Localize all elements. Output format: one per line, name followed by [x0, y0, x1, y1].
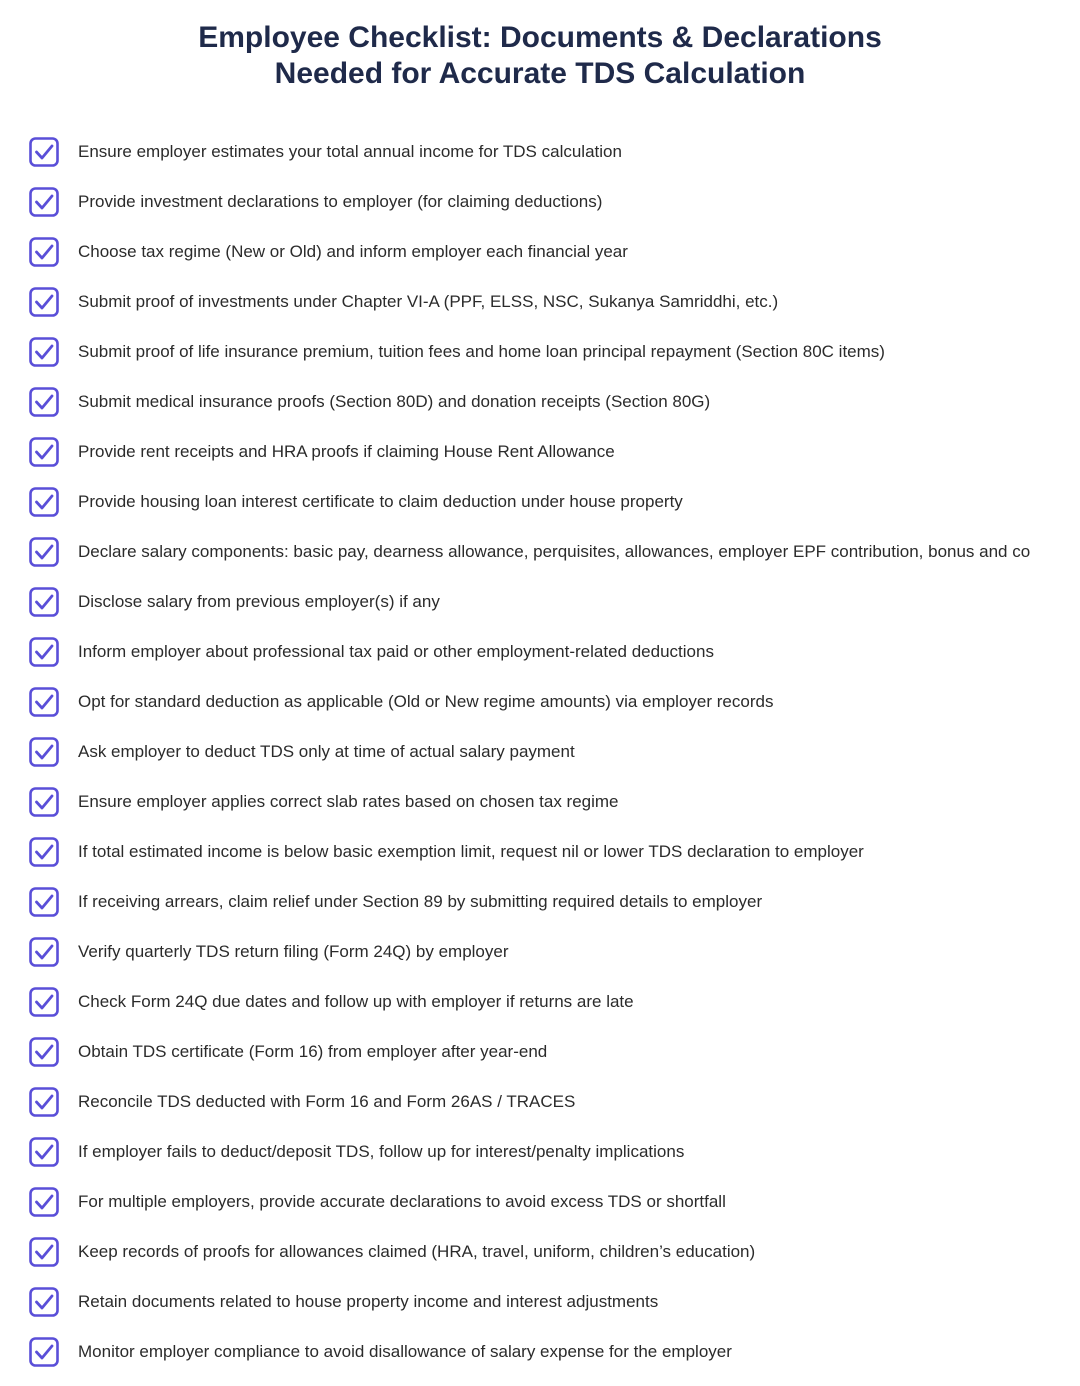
- checklist-item[interactable]: [0, 527, 1080, 577]
- checkbox-checked-icon[interactable]: [29, 337, 59, 367]
- checklist-item[interactable]: [0, 827, 1080, 877]
- checklist-item[interactable]: [0, 1077, 1080, 1127]
- checklist-item-label: Verify quarterly TDS return filing (Form 24Q) by employer: [78, 942, 509, 961]
- checkbox-checked-icon[interactable]: [29, 137, 59, 167]
- checklist-item-label: Provide investment declarations to employer (for claiming deductions): [78, 192, 603, 211]
- checkbox-checked-icon[interactable]: [29, 287, 59, 317]
- checklist-item-label: Submit proof of life insurance premium, tuition fees and home loan principal repayment (Section 80C items): [78, 342, 885, 361]
- checklist-item[interactable]: [0, 927, 1080, 977]
- checklist-item-label: If total estimated income is below basic exemption limit, request nil or lower TDS declaration to employer: [78, 842, 864, 861]
- checklist-item[interactable]: [0, 1277, 1080, 1327]
- checkbox-checked-icon[interactable]: [29, 387, 59, 417]
- checklist-item[interactable]: [0, 1327, 1080, 1377]
- checklist-item[interactable]: [0, 327, 1080, 377]
- checklist-item-label: Choose tax regime (New or Old) and inform employer each financial year: [78, 242, 628, 261]
- checkbox-checked-icon[interactable]: [29, 787, 59, 817]
- checkbox-checked-icon[interactable]: [29, 237, 59, 267]
- checklist-item[interactable]: [0, 427, 1080, 477]
- checklist-item[interactable]: [0, 1027, 1080, 1077]
- checklist-item[interactable]: [0, 977, 1080, 1027]
- checklist-item[interactable]: [0, 877, 1080, 927]
- checklist-item[interactable]: [0, 277, 1080, 327]
- checkbox-checked-icon[interactable]: [29, 537, 59, 567]
- checklist-item[interactable]: [0, 677, 1080, 727]
- checklist-item-label: Disclose salary from previous employer(s) if any: [78, 592, 440, 611]
- checkbox-checked-icon[interactable]: [29, 1087, 59, 1117]
- checklist-item[interactable]: [0, 477, 1080, 527]
- checkbox-checked-icon[interactable]: [29, 937, 59, 967]
- checkbox-checked-icon[interactable]: [29, 587, 59, 617]
- checklist-item-label: If employer fails to deduct/deposit TDS, follow up for interest/penalty implications: [78, 1142, 685, 1161]
- checkbox-checked-icon[interactable]: [29, 987, 59, 1017]
- checkbox-checked-icon[interactable]: [29, 187, 59, 217]
- checkbox-checked-icon[interactable]: [29, 437, 59, 467]
- checklist-item-label: Keep records of proofs for allowances claimed (HRA, travel, uniform, children’s education): [78, 1242, 756, 1261]
- checklist-item[interactable]: [0, 777, 1080, 827]
- checklist-item-label: Ensure employer applies correct slab rates based on chosen tax regime: [78, 792, 619, 811]
- checklist-item-label: Inform employer about professional tax paid or other employment-related deductions: [78, 642, 714, 661]
- checkbox-checked-icon[interactable]: [29, 1287, 59, 1317]
- checklist-item[interactable]: [0, 1227, 1080, 1277]
- checklist-item[interactable]: [0, 227, 1080, 277]
- checkbox-checked-icon[interactable]: [29, 687, 59, 717]
- checkbox-checked-icon[interactable]: [29, 1187, 59, 1217]
- checklist-item-label: For multiple employers, provide accurate declarations to avoid excess TDS or shortfall: [78, 1192, 726, 1211]
- checklist-item-label: Monitor employer compliance to avoid disallowance of salary expense for the employer: [78, 1342, 732, 1361]
- checklist-item[interactable]: [0, 627, 1080, 677]
- checkbox-checked-icon[interactable]: [29, 1237, 59, 1267]
- checkbox-checked-icon[interactable]: [29, 1037, 59, 1067]
- checklist-item-label: Retain documents related to house property income and interest adjustments: [78, 1292, 659, 1311]
- checkbox-checked-icon[interactable]: [29, 837, 59, 867]
- checklist-item[interactable]: [0, 377, 1080, 427]
- checklist-item-label: If receiving arrears, claim relief under Section 89 by submitting required details to employer: [78, 892, 763, 911]
- checklist-item-label: Provide rent receipts and HRA proofs if claiming House Rent Allowance: [78, 442, 615, 461]
- checklist-item[interactable]: [0, 1177, 1080, 1227]
- page-title-line-2: Needed for Accurate TDS Calculation: [274, 57, 806, 90]
- checklist-item-label: Ensure employer estimates your total annual income for TDS calculation: [78, 142, 622, 161]
- checklist-item[interactable]: [0, 727, 1080, 777]
- checklist-item-label: Declare salary components: basic pay, dearness allowance, perquisites, allowances, employer EPF contribution, bonus and co: [78, 542, 1031, 561]
- checkbox-checked-icon[interactable]: [29, 887, 59, 917]
- checkbox-checked-icon[interactable]: [29, 1337, 59, 1367]
- checklist-item-label: Check Form 24Q due dates and follow up with employer if returns are late: [78, 992, 634, 1011]
- checkbox-checked-icon[interactable]: [29, 637, 59, 667]
- checkbox-checked-icon[interactable]: [29, 1137, 59, 1167]
- checklist-item[interactable]: [0, 127, 1080, 177]
- checklist-item-label: Reconcile TDS deducted with Form 16 and Form 26AS / TRACES: [78, 1092, 576, 1111]
- checklist-item-label: Submit proof of investments under Chapter VI-A (PPF, ELSS, NSC, Sukanya Samriddhi, etc.): [78, 292, 779, 311]
- checklist: [0, 127, 1080, 1377]
- checkbox-checked-icon[interactable]: [29, 487, 59, 517]
- checkbox-checked-icon[interactable]: [29, 737, 59, 767]
- checklist-item[interactable]: [0, 577, 1080, 627]
- checklist-item-label: Ask employer to deduct TDS only at time of actual salary payment: [78, 742, 575, 761]
- checklist-item-label: Submit medical insurance proofs (Section 80D) and donation receipts (Section 80G): [78, 392, 711, 411]
- checklist-item-label: Provide housing loan interest certificate to claim deduction under house property: [78, 492, 683, 511]
- page-title: [0, 20, 1080, 92]
- checklist-item-label: Opt for standard deduction as applicable (Old or New regime amounts) via employer records: [78, 692, 774, 711]
- checklist-item[interactable]: [0, 177, 1080, 227]
- checklist-item-label: Obtain TDS certificate (Form 16) from employer after year-end: [78, 1042, 548, 1061]
- checklist-item[interactable]: [0, 1127, 1080, 1177]
- page-title-line-1: Employee Checklist: Documents & Declarations: [198, 21, 882, 54]
